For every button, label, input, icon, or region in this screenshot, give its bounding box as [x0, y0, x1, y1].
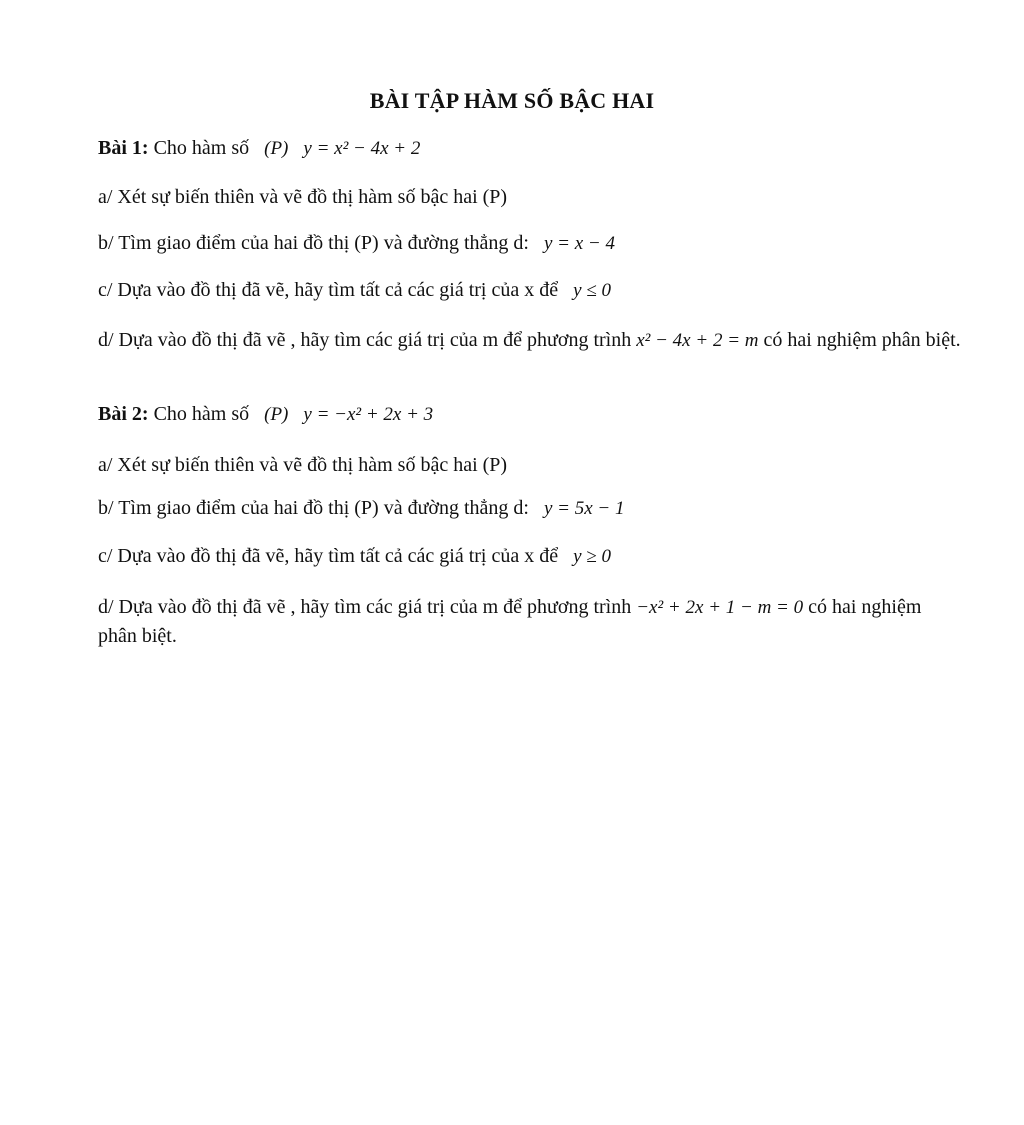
bai1-part-d-text: d/ Dựa vào đồ thị đã vẽ , hãy tìm các giá trị của m để phương trình: [98, 329, 632, 351]
bai2-part-d-text: d/ Dựa vào đồ thị đã vẽ , hãy tìm các giá trị của m để phương trình: [98, 596, 632, 618]
bai2-part-d: [98, 593, 964, 651]
bai1-heading: [98, 137, 420, 160]
bai2-part-d-eq: −x² + 2x + 1 − m = 0: [636, 597, 804, 618]
bai1-intro: Cho hàm số: [153, 137, 250, 159]
bai2-part-b-eq: y = 5x − 1: [543, 498, 625, 519]
bai1-part-a: a/ Xét sự biến thiên và vẽ đồ thị hàm số bậc hai (P): [98, 186, 508, 208]
bai2-part-b-text: b/ Tìm giao điểm của hai đồ thị (P) và đường thẳng d:: [98, 497, 529, 519]
bai1-part-d: [98, 326, 964, 355]
bai1-part-b-text: b/ Tìm giao điểm của hai đồ thị (P) và đường thẳng d:: [98, 232, 529, 254]
bai2-func: y = −x² + 2x + 3: [303, 404, 434, 425]
bai1-part-c-eq: y ≤ 0: [573, 280, 611, 301]
bai2-heading: [98, 403, 433, 426]
bai2-intro: Cho hàm số: [153, 403, 250, 425]
bai1-part-d-eq: x² − 4x + 2 = m: [636, 330, 759, 351]
bai2-part-d-tail: có hai nghiệm phân biệt.: [98, 596, 922, 647]
bai2-part-a: a/ Xét sự biến thiên và vẽ đồ thị hàm số bậc hai (P): [98, 454, 508, 476]
bai2-part-c-text: c/ Dựa vào đồ thị đã vẽ, hãy tìm tất cả các giá trị của x để: [98, 545, 559, 567]
bai1-part-c-text: c/ Dựa vào đồ thị đã vẽ, hãy tìm tất cả các giá trị của x để: [98, 279, 559, 301]
page-title: BÀI TẬP HÀM SỐ BẬC HAI: [369, 88, 655, 113]
bai1-func-name: (P): [264, 138, 289, 159]
bai1-label: Bài 1:: [98, 137, 149, 159]
bai2-part-c: [98, 545, 611, 568]
bai1-part-b: [98, 232, 615, 255]
bai2-label: Bài 2:: [98, 403, 149, 425]
bai1-part-c: [98, 279, 611, 302]
bai1-part-b-eq: y = x − 4: [543, 233, 615, 254]
bai2-part-b: [98, 497, 625, 520]
bai1-part-d-tail: có hai nghiệm phân biệt.: [763, 329, 961, 351]
bai2-func-name: (P): [264, 404, 289, 425]
bai2-part-c-eq: y ≥ 0: [573, 546, 611, 567]
bai1-func: y = x² − 4x + 2: [303, 138, 421, 159]
